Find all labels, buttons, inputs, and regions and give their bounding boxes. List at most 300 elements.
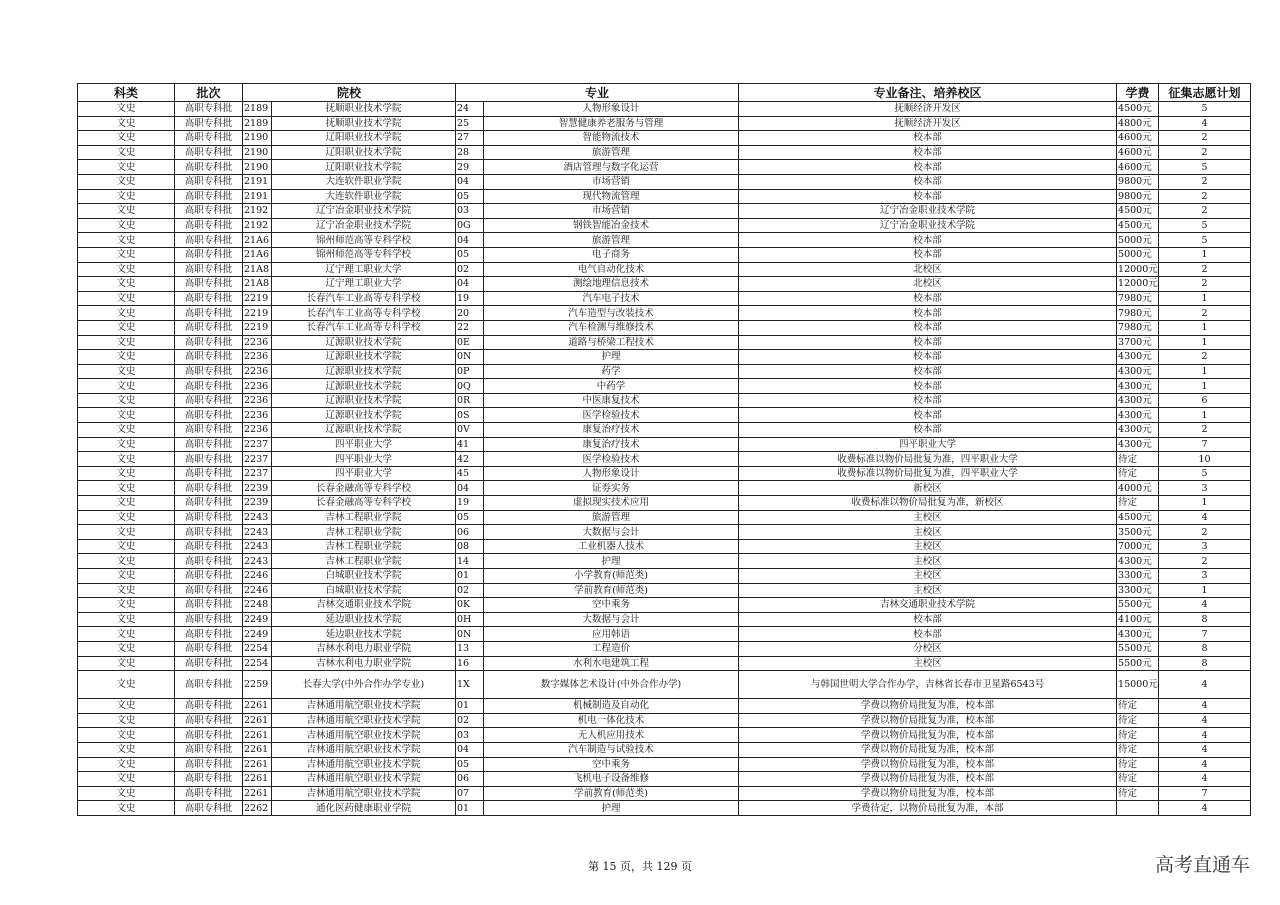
- subject-type-cell: 文史: [78, 539, 175, 554]
- major-name-cell: 虚拟现实技术应用: [484, 496, 739, 511]
- school-name-cell: 辽阳职业技术学院: [272, 145, 456, 160]
- major-name-cell: 工程造价: [484, 641, 739, 656]
- tuition-cell: 4500元: [1117, 510, 1159, 525]
- school-code-cell: 2189: [243, 116, 272, 131]
- major-notes-cell: 主校区: [739, 554, 1117, 569]
- school-code-cell: 2192: [243, 204, 272, 219]
- batch-cell: 高职专科批: [175, 496, 243, 511]
- plan-count-cell: 4: [1159, 671, 1251, 699]
- batch-cell: 高职专科批: [175, 204, 243, 219]
- subject-type-cell: 文史: [78, 233, 175, 248]
- plan-count-cell: 10: [1159, 452, 1251, 467]
- subject-type-cell: 文史: [78, 116, 175, 131]
- school-code-cell: 2261: [243, 713, 272, 728]
- school-code-cell: 2261: [243, 757, 272, 772]
- school-name-cell: 吉林工程职业学院: [272, 539, 456, 554]
- batch-cell: 高职专科批: [175, 627, 243, 642]
- school-name-cell: 吉林水利电力职业学院: [272, 641, 456, 656]
- major-notes-cell: 抚顺经济开发区: [739, 102, 1117, 117]
- school-name-cell: 吉林水利电力职业学院: [272, 656, 456, 671]
- school-name-cell: 长春汽车工业高等专科学校: [272, 320, 456, 335]
- tuition-cell: 4300元: [1117, 379, 1159, 394]
- tuition-cell: 4600元: [1117, 145, 1159, 160]
- subject-type-cell: 文史: [78, 583, 175, 598]
- tuition-cell: 4500元: [1117, 102, 1159, 117]
- major-name-cell: 机电一体化技术: [484, 713, 739, 728]
- school-name-cell: 长春金融高等专科学校: [272, 496, 456, 511]
- major-name-cell: 钢铁智能冶金技术: [484, 218, 739, 233]
- major-name-cell: 中药学: [484, 379, 739, 394]
- table-row: [78, 728, 1251, 743]
- school-name-cell: 抚顺职业技术学院: [272, 102, 456, 117]
- batch-cell: 高职专科批: [175, 452, 243, 467]
- major-notes-cell: 校本部: [739, 189, 1117, 204]
- subject-type-cell: 文史: [78, 466, 175, 481]
- batch-cell: 高职专科批: [175, 525, 243, 540]
- major-notes-cell: 收费标准以物价局批复为准，新校区: [739, 496, 1117, 511]
- school-code-cell: 2261: [243, 728, 272, 743]
- school-name-cell: 吉林通用航空职业技术学院: [272, 728, 456, 743]
- school-code-cell: 2246: [243, 569, 272, 584]
- batch-cell: 高职专科批: [175, 379, 243, 394]
- batch-cell: 高职专科批: [175, 233, 243, 248]
- major-name-cell: 汽车电子技术: [484, 291, 739, 306]
- tuition-cell: 12000元: [1118, 278, 1158, 290]
- table-row: [78, 786, 1251, 801]
- major-code-cell: 0S: [456, 408, 484, 423]
- batch-cell: 高职专科批: [175, 598, 243, 613]
- major-code-cell: 04: [456, 481, 484, 496]
- school-name-cell: 延边职业技术学院: [272, 627, 456, 642]
- plan-count-cell: 1: [1159, 247, 1251, 262]
- major-notes-cell: 校本部: [739, 306, 1117, 321]
- subject-type-cell: 文史: [78, 320, 175, 335]
- table-header: [78, 84, 1251, 102]
- subject-type-cell: 文史: [78, 671, 175, 699]
- school-name-cell: 白城职业技术学院: [272, 583, 456, 598]
- major-name-cell: 旅游管理: [484, 233, 739, 248]
- school-name-cell: 辽宁冶金职业技术学院: [272, 218, 456, 233]
- admission-table: [77, 83, 1251, 816]
- major-notes-cell: 校本部: [739, 350, 1117, 365]
- school-code-cell: 2236: [243, 423, 272, 438]
- header-major-notes: 专业备注、培养校区: [739, 84, 1117, 102]
- major-code-cell: 19: [456, 496, 484, 511]
- school-code-cell: 2259: [243, 671, 272, 699]
- major-name-cell: 小学教育(师范类): [484, 569, 739, 584]
- tuition-cell: 4300元: [1117, 364, 1159, 379]
- subject-type-cell: 文史: [78, 641, 175, 656]
- major-notes-cell: 收费标准以物价局批复为准，四平职业大学: [739, 466, 1117, 481]
- major-code-cell: 04: [456, 277, 484, 292]
- school-name-cell: 四平职业大学: [272, 452, 456, 467]
- school-code-cell: 2219: [243, 320, 272, 335]
- subject-type-cell: 文史: [78, 131, 175, 146]
- subject-type-cell: 文史: [78, 393, 175, 408]
- major-name-cell: 药学: [484, 364, 739, 379]
- batch-cell: 高职专科批: [175, 423, 243, 438]
- major-name-cell: 证券实务: [484, 481, 739, 496]
- major-notes-cell: 学费以物价局批复为准，校本部: [739, 772, 1117, 787]
- plan-count-cell: 2: [1159, 525, 1251, 540]
- subject-type-cell: 文史: [78, 145, 175, 160]
- major-notes-cell: 抚顺经济开发区: [739, 116, 1117, 131]
- major-name-cell: 酒店管理与数字化运营: [484, 160, 739, 175]
- major-name-cell: 数字媒体艺术设计(中外合作办学): [484, 671, 739, 699]
- table-row: [78, 277, 1251, 292]
- table-row: [78, 408, 1251, 423]
- subject-type-cell: 文史: [78, 772, 175, 787]
- major-notes-cell: 四平职业大学: [739, 437, 1117, 452]
- school-name-cell: 辽源职业技术学院: [272, 423, 456, 438]
- header-batch: 批次: [175, 84, 243, 102]
- major-code-cell: 0E: [456, 335, 484, 350]
- tuition-cell: 12000元: [1118, 263, 1158, 275]
- major-code-cell: 0K: [456, 598, 484, 613]
- major-name-cell: 中医康复技术: [484, 393, 739, 408]
- subject-type-cell: 文史: [78, 350, 175, 365]
- subject-type-cell: 文史: [78, 452, 175, 467]
- school-name-cell: 通化医药健康职业学院: [272, 801, 456, 816]
- header-subject-type: 科类: [78, 84, 175, 102]
- table-body: [78, 102, 1251, 816]
- school-code-cell: 2219: [243, 306, 272, 321]
- school-code-cell: 2236: [243, 408, 272, 423]
- school-name-cell: 吉林通用航空职业技术学院: [272, 699, 456, 714]
- school-code-cell: 2189: [243, 102, 272, 117]
- batch-cell: 高职专科批: [175, 481, 243, 496]
- school-code-cell: 2236: [243, 350, 272, 365]
- major-name-cell: 汽车造型与改装技术: [484, 306, 739, 321]
- tuition-cell: 4500元: [1117, 204, 1159, 219]
- tuition-cell: 待定: [1117, 742, 1159, 757]
- batch-cell: 高职专科批: [175, 160, 243, 175]
- table-row: [78, 481, 1251, 496]
- plan-count-cell: 5: [1159, 233, 1251, 248]
- subject-type-cell: 文史: [78, 612, 175, 627]
- school-name-cell: 吉林工程职业学院: [272, 554, 456, 569]
- school-name-cell: 锦州师范高等专科学校: [272, 233, 456, 248]
- subject-type-cell: 文史: [78, 742, 175, 757]
- school-code-cell: 2236: [243, 379, 272, 394]
- school-name-cell: 大连软件职业学院: [272, 174, 456, 189]
- major-notes-cell: 校本部: [739, 233, 1117, 248]
- major-notes-cell: 主校区: [739, 569, 1117, 584]
- batch-cell: 高职专科批: [175, 671, 243, 699]
- major-name-cell: 空中乘务: [484, 757, 739, 772]
- plan-count-cell: 2: [1159, 204, 1251, 219]
- school-name-cell: 锦州师范高等专科学校: [272, 247, 456, 262]
- plan-count-cell: 7: [1159, 786, 1251, 801]
- watermark-text: 高考直通车: [1154, 854, 1250, 876]
- table-row: [78, 145, 1251, 160]
- batch-cell: 高职专科批: [175, 583, 243, 598]
- major-name-cell: 汽车检测与维修技术: [484, 320, 739, 335]
- tuition-cell: 7980元: [1117, 291, 1159, 306]
- major-name-cell: 医学检验技术: [484, 452, 739, 467]
- major-notes-cell: 辽宁冶金职业技术学院: [739, 218, 1117, 233]
- batch-cell: 高职专科批: [175, 291, 243, 306]
- school-code-cell: 2219: [243, 291, 272, 306]
- major-notes-cell: 校本部: [739, 335, 1117, 350]
- batch-cell: 高职专科批: [175, 174, 243, 189]
- major-code-cell: 01: [456, 801, 484, 816]
- plan-count-cell: 7: [1159, 627, 1251, 642]
- batch-cell: 高职专科批: [175, 772, 243, 787]
- batch-cell: 高职专科批: [175, 466, 243, 481]
- tuition-cell: 7000元: [1117, 539, 1159, 554]
- batch-cell: 高职专科批: [175, 539, 243, 554]
- major-notes-cell: 学费待定，以物价局批复为准，本部: [739, 801, 1117, 816]
- major-notes-cell: 校本部: [739, 247, 1117, 262]
- school-name-cell: 吉林通用航空职业技术学院: [272, 742, 456, 757]
- table-row: [78, 233, 1251, 248]
- table-row: [78, 423, 1251, 438]
- plan-count-cell: 6: [1159, 393, 1251, 408]
- tuition-cell: 3500元: [1117, 525, 1159, 540]
- tuition-cell: 4600元: [1117, 160, 1159, 175]
- subject-type-cell: 文史: [78, 786, 175, 801]
- plan-count-cell: 2: [1159, 277, 1251, 292]
- major-code-cell: 06: [456, 525, 484, 540]
- subject-type-cell: 文史: [78, 364, 175, 379]
- header-row: [78, 84, 1251, 102]
- table-row: [78, 306, 1251, 321]
- school-name-cell: 辽源职业技术学院: [272, 350, 456, 365]
- subject-type-cell: 文史: [78, 801, 175, 816]
- table-row: [78, 320, 1251, 335]
- table-row: [78, 116, 1251, 131]
- tuition-cell: 3300元: [1117, 583, 1159, 598]
- major-code-cell: 0G: [456, 218, 484, 233]
- table-row: [78, 627, 1251, 642]
- school-code-cell: 2192: [243, 218, 272, 233]
- tuition-cell: 4100元: [1117, 612, 1159, 627]
- table-row: [78, 713, 1251, 728]
- school-name-cell: 吉林交通职业技术学院: [272, 598, 456, 613]
- tuition-cell: 4300元: [1117, 423, 1159, 438]
- plan-count-cell: 1: [1159, 320, 1251, 335]
- plan-count-cell: 2: [1159, 306, 1251, 321]
- school-code-cell: 2236: [243, 364, 272, 379]
- plan-count-cell: 8: [1159, 656, 1251, 671]
- major-name-cell: 旅游管理: [484, 145, 739, 160]
- tuition-cell: 5500元: [1117, 641, 1159, 656]
- major-notes-cell: 分校区: [739, 641, 1117, 656]
- table-row: [78, 598, 1251, 613]
- school-code-cell: 21A6: [243, 233, 272, 248]
- school-code-cell: 2191: [243, 189, 272, 204]
- school-code-cell: 2243: [243, 554, 272, 569]
- table-row: [78, 393, 1251, 408]
- major-name-cell: 旅游管理: [484, 510, 739, 525]
- major-code-cell: 04: [456, 174, 484, 189]
- tuition-cell: 4300元: [1117, 393, 1159, 408]
- plan-count-cell: 2: [1159, 423, 1251, 438]
- school-name-cell: 吉林工程职业学院: [272, 525, 456, 540]
- major-notes-cell: 学费以物价局批复为准，校本部: [739, 728, 1117, 743]
- major-code-cell: 16: [456, 656, 484, 671]
- plan-count-cell: 2: [1159, 350, 1251, 365]
- major-notes-cell: 校本部: [739, 131, 1117, 146]
- school-code-cell: 2237: [243, 466, 272, 481]
- major-name-cell: 机械制造及自动化: [484, 699, 739, 714]
- batch-cell: 高职专科批: [175, 393, 243, 408]
- major-code-cell: 03: [456, 204, 484, 219]
- plan-count-cell: 1: [1159, 379, 1251, 394]
- major-name-cell: 大数据与会计: [484, 525, 739, 540]
- tuition-cell: 待定: [1117, 772, 1159, 787]
- tuition-cell: 5000元: [1117, 233, 1159, 248]
- school-name-cell: 大连软件职业学院: [272, 189, 456, 204]
- major-name-cell: 康复治疗技术: [484, 423, 739, 438]
- batch-cell: 高职专科批: [175, 262, 243, 277]
- school-code-cell: 2190: [243, 131, 272, 146]
- major-name-cell: 护理: [484, 350, 739, 365]
- major-code-cell: 02: [456, 713, 484, 728]
- tuition-cell: 4300元: [1117, 408, 1159, 423]
- major-code-cell: 20: [456, 306, 484, 321]
- major-code-cell: 1X: [456, 671, 484, 699]
- major-notes-cell: 学费以物价局批复为准，校本部: [739, 757, 1117, 772]
- tuition-cell: 待定: [1117, 452, 1159, 467]
- subject-type-cell: 文史: [78, 627, 175, 642]
- tuition-cell: 4600元: [1117, 131, 1159, 146]
- major-notes-cell: 校本部: [739, 291, 1117, 306]
- major-notes-cell: 学费以物价局批复为准，校本部: [739, 742, 1117, 757]
- header-institution: 院校: [243, 84, 456, 102]
- tuition-cell: 4300元: [1117, 627, 1159, 642]
- batch-cell: 高职专科批: [175, 742, 243, 757]
- major-name-cell: 康复治疗技术: [484, 437, 739, 452]
- plan-count-cell: 1: [1159, 496, 1251, 511]
- plan-count-cell: 2: [1159, 554, 1251, 569]
- major-code-cell: 03: [456, 728, 484, 743]
- school-code-cell: 2239: [243, 481, 272, 496]
- tuition-cell: 4300元: [1117, 437, 1159, 452]
- major-notes-cell: 校本部: [739, 408, 1117, 423]
- major-name-cell: 水利水电建筑工程: [484, 656, 739, 671]
- major-notes-cell: 校本部: [739, 423, 1117, 438]
- major-name-cell: 智能物流技术: [484, 131, 739, 146]
- subject-type-cell: 文史: [78, 481, 175, 496]
- table-row: [78, 204, 1251, 219]
- plan-count-cell: 4: [1159, 728, 1251, 743]
- plan-count-cell: 2: [1159, 131, 1251, 146]
- major-code-cell: 13: [456, 641, 484, 656]
- plan-count-cell: 1: [1159, 291, 1251, 306]
- plan-count-cell: 1: [1159, 583, 1251, 598]
- major-code-cell: 24: [456, 102, 484, 117]
- plan-count-cell: 5: [1159, 102, 1251, 117]
- major-notes-cell: 校本部: [739, 320, 1117, 335]
- school-name-cell: 吉林工程职业学院: [272, 510, 456, 525]
- batch-cell: 高职专科批: [175, 408, 243, 423]
- school-code-cell: 2239: [243, 496, 272, 511]
- plan-count-cell: 1: [1159, 364, 1251, 379]
- header-major: 专业: [456, 84, 739, 102]
- tuition-cell: 9800元: [1117, 174, 1159, 189]
- major-code-cell: 08: [456, 539, 484, 554]
- major-code-cell: 06: [456, 772, 484, 787]
- tuition-cell: 5500元: [1117, 656, 1159, 671]
- table-row: [78, 247, 1251, 262]
- subject-type-cell: 文史: [78, 569, 175, 584]
- tuition-cell: 15000元: [1117, 671, 1159, 699]
- major-code-cell: 05: [456, 757, 484, 772]
- major-notes-cell: 主校区: [739, 525, 1117, 540]
- major-name-cell: 智慧健康养老服务与管理: [484, 116, 739, 131]
- subject-type-cell: 文史: [78, 510, 175, 525]
- school-code-cell: 2254: [243, 656, 272, 671]
- school-code-cell: 2237: [243, 452, 272, 467]
- tuition-cell: 4300元: [1117, 350, 1159, 365]
- table-row: [78, 641, 1251, 656]
- plan-count-cell: 3: [1159, 539, 1251, 554]
- school-code-cell: 21A8: [243, 262, 272, 277]
- plan-count-cell: 4: [1159, 116, 1251, 131]
- major-code-cell: 19: [456, 291, 484, 306]
- major-notes-cell: 主校区: [739, 539, 1117, 554]
- batch-cell: 高职专科批: [175, 364, 243, 379]
- batch-cell: 高职专科批: [175, 320, 243, 335]
- major-code-cell: 0Q: [456, 379, 484, 394]
- school-name-cell: 长春大学(中外合作办学专业): [272, 671, 456, 699]
- batch-cell: 高职专科批: [175, 102, 243, 117]
- major-notes-cell: 吉林交通职业技术学院: [739, 598, 1117, 613]
- major-notes-cell: 与韩国世明大学合作办学，吉林省长春市卫星路6543号: [739, 671, 1117, 699]
- subject-type-cell: 文史: [78, 174, 175, 189]
- plan-count-cell: 5: [1159, 466, 1251, 481]
- school-name-cell: 白城职业技术学院: [272, 569, 456, 584]
- tuition-cell: [1117, 801, 1159, 816]
- table-row: [78, 262, 1251, 277]
- subject-type-cell: 文史: [78, 379, 175, 394]
- school-code-cell: 2191: [243, 174, 272, 189]
- major-notes-cell: 主校区: [739, 510, 1117, 525]
- subject-type-cell: 文史: [78, 496, 175, 511]
- major-code-cell: 14: [456, 554, 484, 569]
- batch-cell: 高职专科批: [175, 131, 243, 146]
- major-name-cell: 应用韩语: [484, 627, 739, 642]
- major-notes-cell: 校本部: [739, 160, 1117, 175]
- major-code-cell: 02: [456, 583, 484, 598]
- header-plan-count: 征集志愿计划: [1159, 84, 1251, 102]
- school-name-cell: 抚顺职业技术学院: [272, 116, 456, 131]
- tuition-cell: 4000元: [1117, 481, 1159, 496]
- major-name-cell: 大数据与会计: [484, 612, 739, 627]
- major-name-cell: 医学检验技术: [484, 408, 739, 423]
- major-name-cell: 学前教育(师范类): [484, 583, 739, 598]
- major-name-cell: 人物形象设计: [484, 466, 739, 481]
- table-row: [78, 452, 1251, 467]
- major-notes-cell: 新校区: [739, 481, 1117, 496]
- major-code-cell: 01: [456, 699, 484, 714]
- school-code-cell: 2243: [243, 510, 272, 525]
- major-name-cell: 电子商务: [484, 247, 739, 262]
- plan-count-cell: 5: [1159, 218, 1251, 233]
- school-name-cell: 辽源职业技术学院: [272, 335, 456, 350]
- plan-count-cell: 4: [1159, 598, 1251, 613]
- table-row: [78, 379, 1251, 394]
- table-row: [78, 350, 1251, 365]
- school-name-cell: 长春汽车工业高等专科学校: [272, 306, 456, 321]
- tuition-cell: 待定: [1117, 786, 1159, 801]
- major-name-cell: 道路与桥梁工程技术: [484, 335, 739, 350]
- page-number: 第 15 页，共 129 页: [588, 860, 692, 873]
- plan-count-cell: 4: [1159, 510, 1251, 525]
- school-code-cell: 2190: [243, 145, 272, 160]
